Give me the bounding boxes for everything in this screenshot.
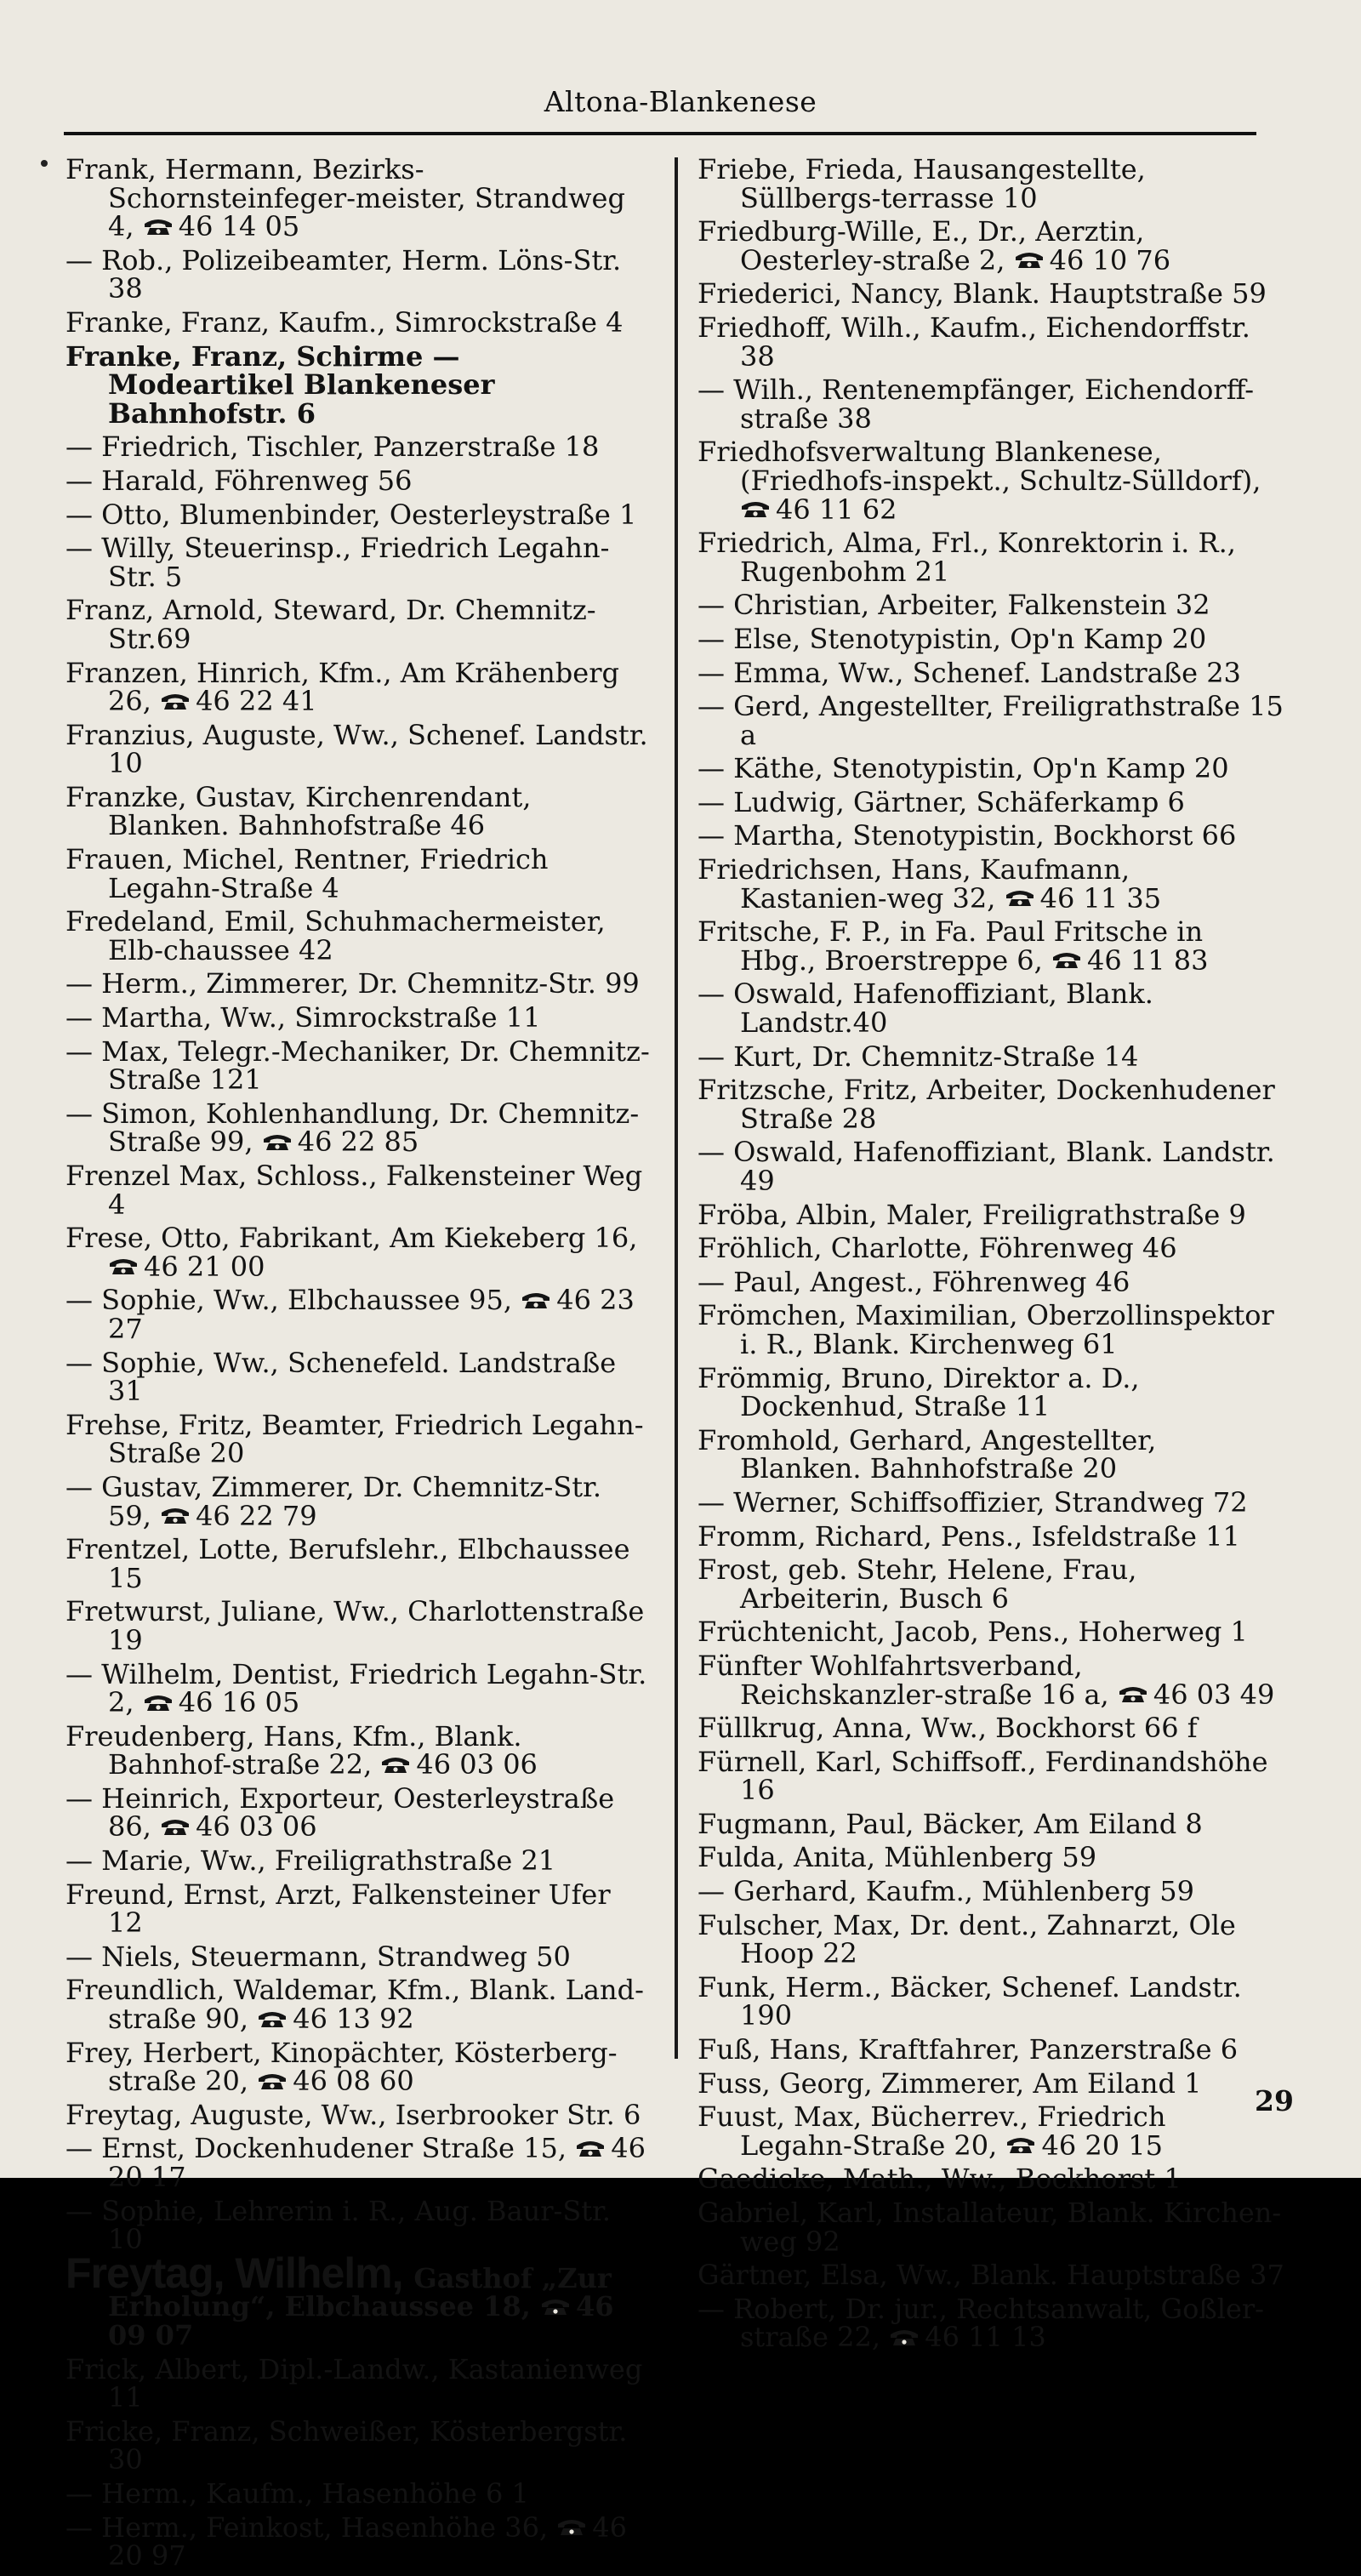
- telephone-icon: [257, 2072, 288, 2090]
- directory-entry: Fuss, Georg, Zimmerer, Am Eiland 1: [698, 2066, 1202, 2100]
- directory-entry: Frömmig, Bruno, Direktor a. D., Dockenhud, Straße 11: [698, 1361, 1140, 1423]
- directory-entry: — Marie, Ww., Freiligrathstraße 21: [65, 1844, 556, 1878]
- telephone-icon: [160, 1817, 191, 1836]
- directory-entry: Franzius, Auguste, Ww., Schenef. Landstr. 10: [65, 718, 648, 780]
- directory-entry: — Simon, Kohlenhandlung, Dr. Chemnitz-Straße 99, 46 22 85: [65, 1097, 640, 1159]
- directory-entry: — Harald, Föhrenweg 56: [65, 464, 413, 497]
- directory-entry: Fuß, Hans, Kraftfahrer, Panzerstraße 6: [698, 2033, 1239, 2066]
- directory-entry: — Else, Stenotypistin, Op'n Kamp 20: [698, 622, 1207, 655]
- directory-entry: Friedhoff, Wilh., Kaufm., Eichendorffstr. 38: [698, 311, 1250, 373]
- directory-entry: Frauen, Michel, Rentner, Friedrich Legahn-Straße 4: [65, 843, 549, 904]
- directory-entry: Friebe, Frieda, Hausangestellte, Süllbergs-terrasse 10: [698, 153, 1146, 214]
- directory-entry: Fritzsche, Fritz, Arbeiter, Dockenhudener Straße 28: [698, 1074, 1275, 1135]
- left-column: [65, 153, 652, 2576]
- directory-entry: — Sophie, Lehrerin i. R., Aug. Baur-Str. 10: [65, 2194, 612, 2256]
- directory-entry: Gärtner, Elsa, Ww., Blank. Hauptstraße 37: [698, 2259, 1284, 2292]
- directory-entry: Frentzel, Lotte, Berufslehr., Elbchaussee 15: [65, 1533, 630, 1594]
- page-number: 29: [1255, 2084, 1294, 2117]
- directory-entry: Fürnell, Karl, Schiffsoff., Ferdinandshöhe 16: [698, 1745, 1268, 1807]
- directory-entry: Franke, Franz, Kaufm., Simrockstraße 4: [65, 305, 624, 339]
- directory-entry: Fugmann, Paul, Bäcker, Am Eiland 8: [698, 1807, 1203, 1840]
- directory-entry: — Wilhelm, Dentist, Friedrich Legahn-Str. 2, 46 16 05: [65, 1657, 647, 1719]
- directory-entry: Frenzel Max, Schloss., Falkensteiner Weg 4: [65, 1160, 643, 1221]
- column-divider: [675, 157, 678, 2059]
- directory-entry: — Robert, Dr. jur., Rechtsanwalt, Goßler-straße 22, 46 11 13: [698, 2292, 1264, 2354]
- directory-entry: Friedrichsen, Hans, Kaufmann, Kastanien-weg 32, 46 11 35: [698, 853, 1162, 915]
- directory-entry: — Friedrich, Tischler, Panzerstraße 18: [65, 430, 600, 464]
- directory-entry: — Christian, Arbeiter, Falkenstein 32: [698, 589, 1210, 622]
- directory-entry: Frömchen, Maximilian, Oberzollinspektor i. R., Blank. Kirchenweg 61: [698, 1299, 1274, 1360]
- directory-entry: — Herm., Zimmerer, Dr. Chemnitz-Str. 99: [65, 967, 640, 1000]
- advertisement-entry: Franke, Franz, Schirme — Modeartikel Blankeneser Bahnhofstr. 6: [65, 339, 495, 430]
- telephone-icon: [575, 2139, 606, 2157]
- directory-entry: — Sophie, Ww., Schenefeld. Landstraße 31: [65, 1346, 617, 1408]
- directory-entry: Franz, Arnold, Steward, Dr. Chemnitz-Str.69: [65, 594, 596, 655]
- directory-entry: Fulscher, Max, Dr. dent., Zahnarzt, Ole Hoop 22: [698, 1908, 1236, 1970]
- directory-entry: — Sophie, Ww., Elbchaussee 95, 46 23 27: [65, 1284, 635, 1345]
- directory-entry: — Gustav, Zimmerer, Dr. Chemnitz-Str. 59, 46 22 79: [65, 1470, 602, 1532]
- directory-entry: Frick, Albert, Dipl.-Landw., Kastanienweg 11: [65, 2352, 643, 2414]
- page-header: Altona-Blankenese: [544, 85, 817, 118]
- directory-entry: — Oswald, Hafenoffiziant, Blank. Landstr.40: [698, 977, 1153, 1040]
- directory-entry: — Otto, Blumenbinder, Oesterleystraße 1: [65, 498, 637, 531]
- directory-entry: Frey, Herbert, Kinopächter, Kösterberg-straße 20, 46 08 60: [65, 2036, 618, 2098]
- directory-entry: — Wilh., Rentenempfänger, Eichendorff-straße 38: [698, 373, 1255, 435]
- directory-entry: Fredeland, Emil, Schuhmachermeister, Elb-chaussee 42: [65, 905, 606, 966]
- directory-entry: Frehse, Fritz, Beamter, Friedrich Legahn-Straße 20: [65, 1408, 644, 1470]
- directory-entry: Franzen, Hinrich, Kfm., Am Krähenberg 26, 46 22 41: [65, 656, 619, 718]
- directory-entry: Freund, Ernst, Arzt, Falkensteiner Ufer 12: [65, 1878, 611, 1940]
- directory-entry: — Heinrich, Exporteur, Oesterleystraße 86, 46 03 06: [65, 1781, 615, 1844]
- directory-entry: Frost, geb. Stehr, Helene, Frau, Arbeiterin, Busch 6: [698, 1553, 1137, 1615]
- telephone-icon: [1005, 2135, 1036, 2154]
- directory-entry: — Kurt, Dr. Chemnitz-Straße 14: [698, 1040, 1139, 1073]
- directory-entry: — Max, Telegr.-Mechaniker, Dr. Chemnitz-Straße 121: [65, 1034, 650, 1097]
- directory-entry: — Gerd, Angestellter, Freiligrathstraße 15 a: [698, 690, 1284, 751]
- directory-entry: Fuust, Max, Bücherrev., Friedrich Legahn-Straße 20, 46 20 15: [698, 2100, 1166, 2162]
- directory-entry: — Gerhard, Kaufm., Mühlenberg 59: [698, 1875, 1194, 1908]
- directory-entry: Fritsche, F. P., in Fa. Paul Fritsche in Hbg., Broerstreppe 6, 46 11 83: [698, 915, 1209, 977]
- directory-entry: — Rob., Polizeibeamter, Herm. Löns-Str. 38: [65, 243, 622, 305]
- telephone-icon: [540, 2297, 571, 2316]
- directory-entry: Fulda, Anita, Mühlenberg 59: [698, 1841, 1097, 1874]
- advertisement-entry: Freytag, Wilhelm, Gasthof „Zur Erholung“, Elbchaussee 18, 46 09 07: [65, 2248, 614, 2351]
- directory-entry: — Willy, Steuerinsp., Friedrich Legahn-Str. 5: [65, 532, 610, 593]
- directory-entry: Gaedicke, Math., Ww., Bockhorst 1: [698, 2163, 1182, 2196]
- telephone-icon: [143, 217, 174, 236]
- telephone-icon: [262, 1132, 293, 1151]
- directory-entry: Friedhofsverwaltung Blankenese, (Friedhofs-inspekt., Schultz-Sülldorf), 46 11 62: [698, 436, 1261, 526]
- directory-entry: Freudenberg, Hans, Kfm., Blank. Bahnhof-straße 22, 46 03 06: [65, 1719, 538, 1781]
- telephone-icon: [889, 2328, 920, 2346]
- directory-entry: — Niels, Steuermann, Strandweg 50: [65, 1940, 571, 1973]
- telephone-icon: [160, 1506, 191, 1525]
- telephone-icon: [1118, 1684, 1148, 1703]
- directory-entry: Fröba, Albin, Maler, Freiligrathstraße 9: [698, 1198, 1246, 1231]
- telephone-icon: [521, 1291, 551, 1309]
- directory-entry: — Paul, Angest., Föhrenweg 46: [698, 1265, 1130, 1298]
- telephone-icon: [1014, 250, 1045, 269]
- telephone-icon: [257, 2009, 288, 2028]
- telephone-icon: [740, 499, 771, 518]
- directory-entry: Frank, Hermann, Bezirks-Schornsteinfeger-meister, Strandweg 4, 46 14 05: [65, 153, 625, 243]
- directory-entry: Funk, Herm., Bäcker, Schenef. Landstr. 190: [698, 1970, 1242, 2032]
- directory-entry: — Oswald, Hafenoffiziant, Blank. Landstr. 49: [698, 1136, 1275, 1197]
- directory-entry: — Ernst, Dockenhudener Straße 15, 46 20 17: [65, 2132, 646, 2193]
- telephone-icon: [160, 692, 191, 710]
- directory-entry: Fröhlich, Charlotte, Föhrenweg 46: [698, 1232, 1177, 1265]
- telephone-icon: [1005, 888, 1035, 907]
- advertiser-name: Freytag, Wilhelm,: [65, 2248, 414, 2297]
- directory-entry: Fromm, Richard, Pens., Isfeldstraße 11: [698, 1519, 1240, 1553]
- directory-entry: — Ludwig, Gärtner, Schäferkamp 6: [698, 785, 1185, 818]
- directory-entry: — Käthe, Stenotypistin, Op'n Kamp 20: [698, 752, 1229, 785]
- directory-entry: Füllkrug, Anna, Ww., Bockhorst 66 f: [698, 1712, 1198, 1745]
- directory-entry: — Herm., Feinkost, Hasenhöhe 36, 46 20 97: [65, 2510, 628, 2573]
- directory-entry: Gabriel, Karl, Installateur, Blank. Kirchen-weg 92: [698, 2197, 1282, 2258]
- directory-entry: — Emma, Ww., Schenef. Landstraße 23: [698, 656, 1241, 689]
- directory-entry: Friedburg-Wille, E., Dr., Aerztin, Oesterley-straße 2, 46 10 76: [698, 215, 1171, 276]
- telephone-icon: [556, 2517, 587, 2536]
- directory-entry: — Herm., Kaufm., Hasenhöhe 6 1: [65, 2476, 529, 2510]
- directory-entry: — Werner, Schiffsoffizier, Strandweg 72: [698, 1485, 1248, 1519]
- header-rule: [64, 132, 1256, 135]
- directory-entry: Fünfter Wohlfahrtsverband, Reichskanzler-straße 16 a, 46 03 49: [698, 1649, 1275, 1711]
- telephone-icon: [108, 1257, 139, 1275]
- directory-entry: Freundlich, Waldemar, Kfm., Blank. Land-straße 90, 46 13 92: [65, 1974, 644, 2036]
- directory-entry: Fromhold, Gerhard, Angestellter, Blanken. Bahnhofstraße 20: [698, 1423, 1157, 1485]
- directory-entry: Freytag, Auguste, Ww., Iserbrooker Str. 6: [65, 2098, 641, 2131]
- directory-entry: Franzke, Gustav, Kirchenrendant, Blanken. Bahnhofstraße 46: [65, 780, 532, 842]
- directory-entry: Friederici, Nancy, Blank. Hauptstraße 59: [698, 277, 1267, 311]
- directory-entry: — Martha, Ww., Simrockstraße 11: [65, 1001, 541, 1034]
- directory-entry: Fricke, Franz, Schweißer, Kösterbergstr. 30: [65, 2414, 628, 2476]
- directory-entry: Früchtenicht, Jacob, Pens., Hoherweg 1: [698, 1616, 1248, 1649]
- telephone-icon: [380, 1755, 411, 1774]
- telephone-icon: [1051, 950, 1082, 969]
- directory-entry: Fretwurst, Juliane, Ww., Charlottenstraße 19: [65, 1595, 645, 1656]
- directory-entry: Friedrich, Alma, Frl., Konrektorin i. R., Rugenbohm 21: [698, 527, 1236, 588]
- directory-entry: — Martha, Stenotypistin, Bockhorst 66: [698, 819, 1237, 852]
- directory-entry: Frese, Otto, Fabrikant, Am Kiekeberg 16, 46 21 00: [65, 1222, 638, 1283]
- right-column: [698, 153, 1284, 2357]
- margin-dot: [41, 160, 48, 167]
- telephone-icon: [143, 1693, 174, 1712]
